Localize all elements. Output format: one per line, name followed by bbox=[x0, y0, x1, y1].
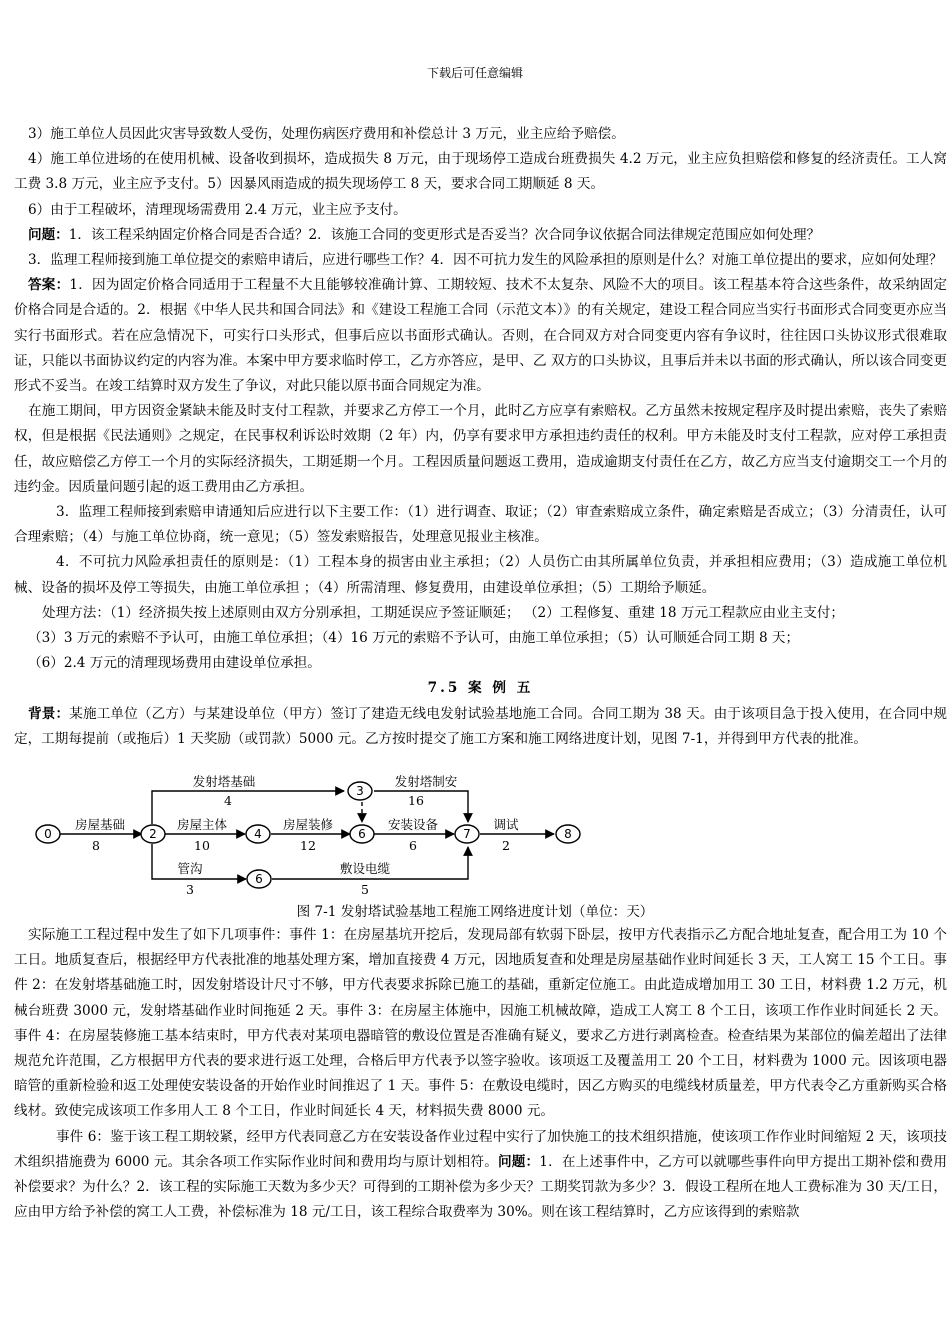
paragraph: （6）2.4 万元的清理现场费用由建设单位承担。 bbox=[28, 655, 321, 672]
event-text: 事件 6：鉴于该工程工期较紧，经甲方代表同意乙方在安装设备作业过程中实行了加快施工的技术组织措施，使该项工作作业时间缩短 2 天，该项技术组织措施费为 6000 元。其余各项工作实际作业时间和费用均与原计划相符。 bbox=[14, 1128, 947, 1170]
section-title: 7.5 案 例 五 bbox=[427, 680, 534, 697]
background-paragraph bbox=[14, 702, 947, 752]
activity-duration: 2 bbox=[502, 838, 510, 853]
question-text: 1．在上述事件中，乙方可以就哪些事件向甲方提出工期补偿和费用补偿要求？为什么？2．该工程的实际施工天数为多少天？可得到的工期补偿为多少天？工期奖罚款为多少？3．假设工程所在地人工费标准为 30 天/工日，应由甲方给予补偿的窝工人工费，补偿标准为 18 元/工日，该工程综合取费率为 30%。则在该工程结算时，乙方应该得到的索赔款 bbox=[14, 1153, 947, 1221]
activity-name: 房屋基础 bbox=[74, 817, 126, 832]
question-label: 问题： bbox=[28, 226, 69, 243]
paragraph: 6）由于工程破坏，清理现场需费用 2.4 万元，业主应予支付。 bbox=[28, 201, 407, 218]
document-body-continued bbox=[14, 923, 947, 1225]
background-label: 背景： bbox=[28, 705, 70, 722]
paragraph: 3．监理工程师接到施工单位提交的索赔申请后，应进行哪些工作？4．因不可抗力发生的风险承担的原则是什么？对施工单位提出的要求，应如何处理？ bbox=[28, 252, 943, 269]
question-paragraph bbox=[14, 223, 947, 248]
node-label: 3 bbox=[356, 784, 364, 798]
paragraph: 实际施工工程过程中发生了如下几项事件：事件 1：在房屋基坑开挖后，发现局部有软弱下卧层，按甲方代表指示乙方配合地址复查，配合用工为 10 个工日。地质复查后，根据经甲方代表批准的地基处理方案，增加直接费 4 万元，因地质复查和处理是房屋基础作业时间延长 3 天，工人窝工 15 个工日。事件 2：在发射塔基础施工时，因发射塔设计尺寸不够，甲方代表要求拆除已施工的基础，重新定位施工。由此造成增加用工 30 工日，材料费 1.2 万元，机械台班费 3000 元，发射塔基础作业时间拖延 2 天。事件 3：在房屋主体施中，因施工机械故障，造成工人窝工 8 个工日，该项工作作业时间延长 2 天。事件 4：在房屋装修施工基本结束时，甲方代表对某项电器暗管的敷设位置是否准确有疑义，要求乙方进行剥离检查。检查结果为某部位的偏差超出了法律规范允许范围，乙方根据甲方代表的要求进行返工处理，合格后甲方代表予以签字验收。该项返工及覆盖用工 20 个工日，材料费为 1000 元。因该项电器暗管的重新检验和返工处理使安装设备的开始作业时间推迟了 1 天。事件 5：在敷设电缆时，因乙方购买的电缆线材质量差，甲方代表令乙方重新购买合格线材。致使完成该项工作多用人工 8 个工日，作业时间延长 4 天，材料损失费 8000 元。 bbox=[14, 927, 947, 1120]
node-label: 6 bbox=[255, 872, 263, 886]
paragraph: 4）施工单位进场的在使用机械、设备收到损坏，造成损失 8 万元，由于现场停工造成台班费损失 4.2 万元，业主应负担赔偿和修复的经济责任。工人窝工费 3.8 万元，业主应予支付。5）因暴风雨造成的损失现场停工 8 天，要求合同工期顺延 8 天。 bbox=[14, 151, 947, 193]
node-label: 7 bbox=[463, 827, 471, 841]
paragraph: （3）3 万元的索赔不予认可，由施工单位承担；（4）16 万元的索赔不予认可，由施工单位承担；（5）认可顺延合同工期 8 天； bbox=[28, 630, 800, 647]
activity-name: 管沟 bbox=[177, 861, 203, 876]
activity-duration: 6 bbox=[409, 838, 417, 853]
activity-duration: 8 bbox=[92, 838, 100, 853]
activity-duration: 12 bbox=[300, 838, 316, 853]
question-text: 1．该工程采纳固定价格合同是否合适？2．该施工合同的变更形式是否妥当？次合同争议依据合同法律规定范围应如何处理？ bbox=[68, 226, 821, 243]
activity-name: 调试 bbox=[493, 817, 519, 832]
page-header: 下载后可任意编辑 bbox=[426, 66, 523, 80]
paragraph: 在施工期间，甲方因资金紧缺未能及时支付工程款，并要求乙方停工一个月，此时乙方应享有索赔权。乙方虽然未按规定程序及时提出索赔，丧失了索赔权，但是根据《民法通则》之规定，在民事权利诉讼时效期（2 年）内，仍享有要求甲方承担违约责任的权利。甲方未能及时支付工程款，应对停工承担责任，故应赔偿乙方停工一个月的实际经济损失，工期延期一个月。工程因质量问题返工费用，造成逾期支付责任在乙方，故乙方应当支付逾期交工一个月的违约金。因质量问题引起的返工费用由乙方承担。 bbox=[14, 403, 947, 495]
answer-label: 答案： bbox=[28, 277, 70, 294]
node-label: 4 bbox=[254, 827, 262, 841]
paragraph: 处理方法：（1）经济损失按上述原则由双方分别承担，工期延误应予签证顺延； （2）工程修复、重建 18 万元工程款应由业主支付； bbox=[42, 604, 845, 621]
document-body bbox=[14, 122, 947, 752]
question-label: 问题： bbox=[497, 1153, 540, 1170]
activity-name: 发射塔制安 bbox=[394, 774, 458, 789]
events-paragraph bbox=[14, 1125, 947, 1226]
activity-name: 房屋装修 bbox=[282, 817, 334, 832]
paragraph: 4．不可抗力风险承担责任的原则是：（1）工程本身的损害由业主承担；（2）人员伤亡由其所属单位负责，并承担相应费用；（3）造成施工单位机械、设备的损坏及停工等损失，由施工单位承担 ；（4）所需清理、修复费用，由建设单位承担；（5）工期给予顺延。 bbox=[14, 554, 947, 596]
node-label: 6 bbox=[358, 827, 366, 841]
activity-duration: 5 bbox=[361, 882, 369, 895]
network-diagram bbox=[28, 773, 598, 895]
node-label: 2 bbox=[149, 827, 157, 841]
node-label: 8 bbox=[564, 827, 572, 841]
activity-duration: 3 bbox=[186, 882, 194, 895]
activity-duration: 4 bbox=[224, 793, 232, 808]
activity-name: 敷设电缆 bbox=[339, 861, 391, 876]
activity-duration: 10 bbox=[194, 838, 210, 853]
background-text: 某施工单位（乙方）与某建设单位（甲方）签订了建造无线电发射试验基地施工合同。合同工期为 38 天。由于该项目急于投入使用，在合同中规定，工期每提前（或拖后）1 天奖励（或罚款）5000 元。乙方按时提交了施工方案和施工网络进度计划，见图 7-1，并得到甲方代表的批准。 bbox=[14, 705, 948, 747]
figure-caption: 图 7-1 发射塔试验基地工程施工网络进度计划（单位：天） bbox=[296, 904, 654, 920]
activity-name: 房屋主体 bbox=[176, 817, 228, 832]
node-label: 0 bbox=[44, 827, 52, 841]
paragraph: 3）施工单位人员因此灾害导致数人受伤，处理伤病医疗费用和补偿总计 3 万元，业主应给予赔偿。 bbox=[28, 126, 625, 142]
activity-name: 发射塔基础 bbox=[192, 774, 256, 789]
answer-text: 1．因为固定价格合同适用于工程量不大且能够较准确计算、工期较短、技术不太复杂、风险不大的项目。该工程基本符合这些条件，故采纳固定价格合同是合适的。2．根据《中华人民共和国合同法》和《建设工程施工合同（示范文本）》的有关规定，建设工程合同应当实行书面形式合同变更亦应当实行书面形式。若在应急情况下，可实行口头形式，但事后应以书面形式确认。否则，在合同双方对合同变更内容有争议时，往往因口头协议形式很难取证，只能以书面协议约定的内容为准。本案中甲方要求临时停工，乙方亦答应，是甲、乙 双方的口头协议，且事后并未以书面的形式确认，所以该合同变更形式不妥当。在竣工结算时双方发生了争议，对此只能以原书面合同规定为准。 bbox=[14, 277, 947, 395]
activity-name: 安装设备 bbox=[387, 817, 439, 832]
paragraph: 3．监理工程师接到索赔申请通知后应进行以下主要工作：（1）进行调查、取证；（2）审查索赔成立条件，确定索赔是否成立；（3）分清责任，认可合理索赔；（4）与施工单位协商，统一意见；（5）签发索赔报告，处理意见报业主核准。 bbox=[14, 504, 947, 546]
answer-paragraph bbox=[14, 273, 947, 399]
activity-duration: 16 bbox=[408, 793, 424, 808]
